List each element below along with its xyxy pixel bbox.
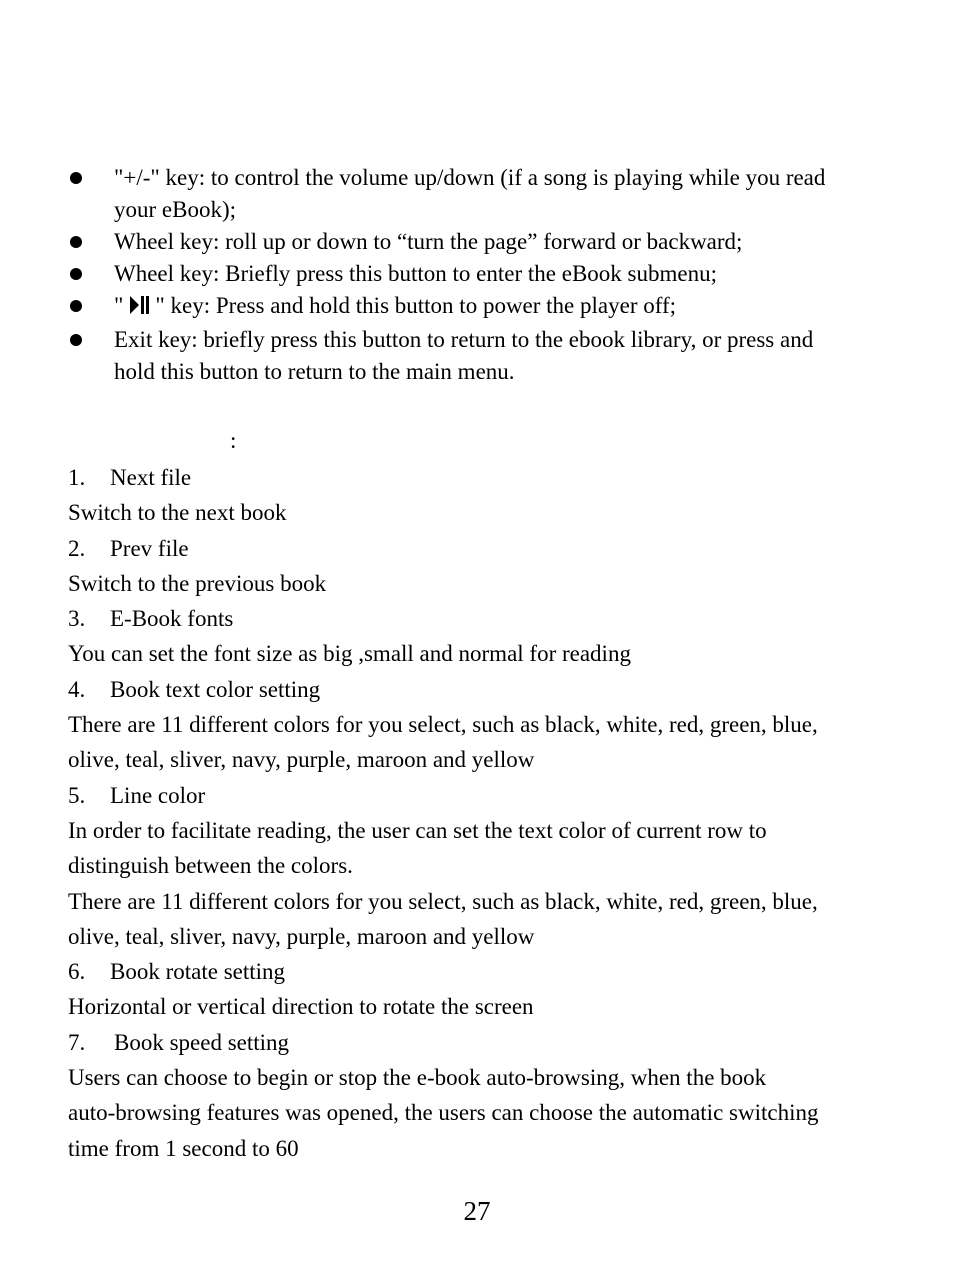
section-text: There are 11 different colors for you select, such as black, white, red, green, blue,: [68, 888, 818, 914]
section-heading: [68, 954, 888, 989]
list-item: [68, 162, 868, 226]
list-item-text: ": [114, 293, 124, 318]
section-number: 3.: [68, 606, 86, 632]
list-item-text: Wheel key: roll up or down to “turn the page” forward or backward;: [114, 229, 743, 254]
section-title: Book text color setting: [110, 676, 321, 702]
section-text: Switch to the previous book: [68, 570, 327, 596]
list-item: [68, 290, 868, 324]
page-number: 27: [463, 1196, 491, 1226]
section-heading: [68, 531, 888, 566]
list-item-continuation: your eBook);: [114, 197, 237, 222]
section-title: Line color: [110, 782, 206, 808]
section-number: 6.: [68, 959, 86, 985]
section-number: 4.: [68, 676, 86, 702]
submenu-sections: [68, 460, 888, 1166]
section-text: Users can choose to begin or stop the e-book auto-browsing, when the book: [68, 1065, 767, 1091]
section-text: olive, teal, sliver, navy, purple, maroon and yellow: [68, 923, 535, 949]
section-text: Switch to the next book: [68, 500, 287, 526]
list-item-text: Wheel key: Briefly press this button to enter the eBook submenu;: [114, 261, 717, 286]
bullet-dot-icon: [70, 236, 82, 248]
section-number: 2.: [68, 535, 86, 561]
bullet-dot-icon: [70, 172, 82, 184]
section-title: Prev file: [110, 535, 189, 561]
section-heading: [68, 460, 888, 495]
list-item: [68, 324, 868, 388]
list-item-text: "+/-" key: to control the volume up/down (if a song is playing while you read: [114, 165, 826, 190]
section-heading: [68, 778, 888, 813]
bullet-dot-icon: [70, 334, 82, 346]
section-heading: [68, 1025, 888, 1060]
section-title: Next file: [110, 465, 192, 490]
list-item-text: Exit key: briefly press this button to return to the ebook library, or press and: [114, 327, 814, 352]
section-heading: [68, 601, 888, 636]
list-item-continuation: hold this button to return to the main menu.: [114, 359, 515, 384]
key-function-list: [68, 162, 868, 388]
section-title: E-Book fonts: [110, 606, 234, 632]
section-text: In order to facilitate reading, the user can set the text color of current row to: [68, 817, 767, 843]
section-text: There are 11 different colors for you select, such as black, white, red, green, blue,: [68, 712, 818, 738]
bullet-dot-icon: [70, 268, 82, 280]
bullet-dot-icon: [70, 300, 82, 312]
section-heading: [68, 672, 888, 707]
section-text: auto-browsing features was opened, the users can choose the automatic switching: [68, 1100, 819, 1126]
section-number: 5.: [68, 782, 86, 808]
section-text: Horizontal or vertical direction to rotate the screen: [68, 994, 534, 1020]
section-text: time from 1 second to 60: [68, 1135, 299, 1161]
list-item: [68, 258, 868, 290]
section-title: Book rotate setting: [110, 959, 286, 985]
list-item-text-end: " key: Press and hold this button to power the player off;: [155, 293, 677, 318]
section-number: 7.: [68, 1029, 86, 1055]
section-text: You can set the font size as big ,small and normal for reading: [68, 641, 631, 667]
section-text: distinguish between the colors.: [68, 853, 353, 879]
play-pause-icon: [129, 292, 151, 324]
list-item: [68, 226, 868, 258]
section-number: 1.: [68, 465, 86, 490]
section-text: olive, teal, sliver, navy, purple, maroon and yellow: [68, 747, 535, 773]
submenu-intro-colon: :: [230, 428, 237, 453]
section-title: Book speed setting: [114, 1029, 290, 1055]
